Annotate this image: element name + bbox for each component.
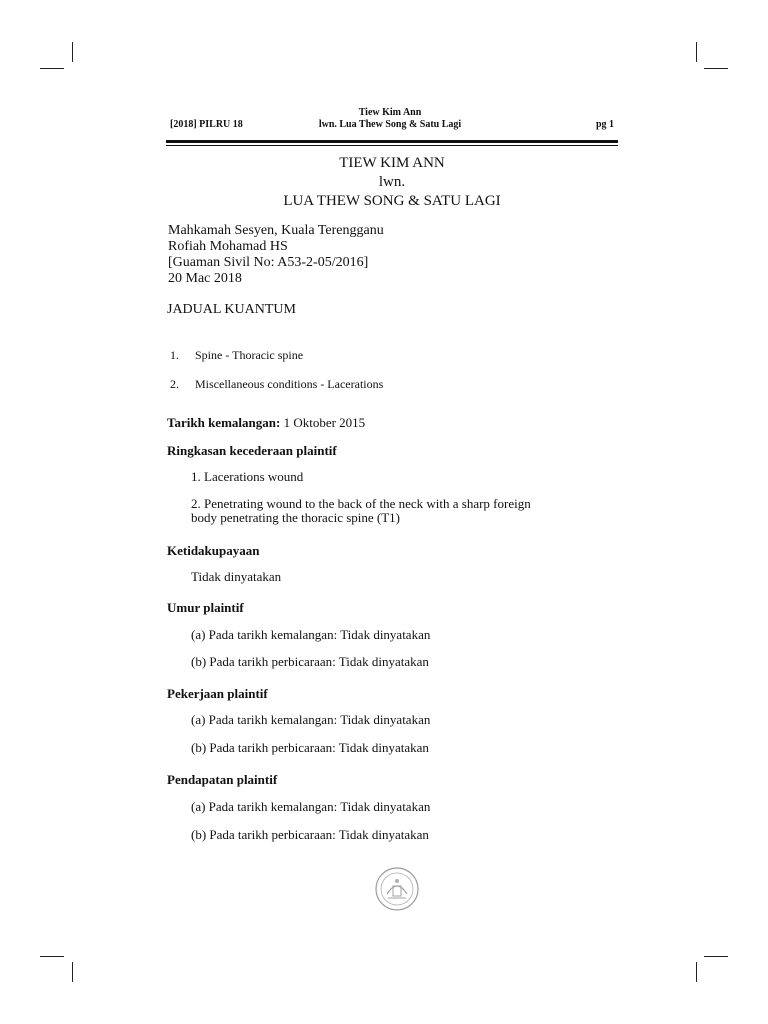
- header-rule-thick: [166, 140, 618, 143]
- header-case-title-line2: lwn. Lua Thew Song & Satu Lagi: [318, 119, 462, 130]
- header-case-title-line1: Tiew Kim Ann: [358, 107, 422, 118]
- case-title-defendant: LUA THEW SONG & SATU LAGI: [283, 193, 501, 209]
- header-citation: [2018] PILRU 18: [170, 119, 243, 130]
- court-seal-icon: [374, 866, 420, 912]
- pendapatan-b: (b) Pada tarikh perbicaraan: Tidak dinyatakan: [191, 827, 429, 842]
- header-rule-thin: [166, 145, 618, 146]
- pendapatan-a: (a) Pada tarikh kemalangan: Tidak dinyatakan: [191, 799, 431, 814]
- umur-a: (a) Pada tarikh kemalangan: Tidak dinyatakan: [191, 627, 431, 642]
- ringkasan-item-2-line2: body penetrating the thoracic spine (T1): [191, 510, 401, 525]
- jadual-item-2-text: Miscellaneous conditions - Lacerations: [195, 377, 384, 391]
- crop-mark-bottom-left-h: [40, 956, 64, 957]
- pekerjaan-b: (b) Pada tarikh perbicaraan: Tidak dinyatakan: [191, 740, 429, 755]
- case-info: [168, 223, 384, 287]
- tarikh-kemalangan-label: Tarikh kemalangan:: [167, 415, 281, 430]
- judgment-date: 20 Mac 2018: [168, 271, 242, 286]
- pekerjaan-heading: Pekerjaan plaintif: [167, 686, 268, 701]
- crop-mark-top-right-v: [696, 42, 697, 62]
- jadual-item-1-text: Spine - Thoracic spine: [195, 348, 304, 362]
- court-name: Mahkamah Sesyen, Kuala Terengganu: [168, 223, 384, 238]
- ringkasan-heading: Ringkasan kecederaan plaintif: [167, 443, 337, 458]
- case-title: [166, 154, 618, 211]
- ringkasan-item-2-line1: 2. Penetrating wound to the back of the neck with a sharp foreign: [191, 496, 531, 511]
- umur-heading: Umur plaintif: [167, 600, 244, 615]
- header-page-number: pg 1: [596, 119, 615, 130]
- crop-mark-bottom-right-v: [696, 962, 697, 982]
- crop-mark-top-left-h: [40, 68, 64, 69]
- case-title-plaintiff: TIEW KIM ANN: [339, 155, 445, 171]
- jadual-kuantum-heading: JADUAL KUANTUM: [167, 302, 296, 317]
- jadual-item-1-number: 1.: [170, 348, 179, 362]
- header-case-title: [280, 107, 500, 131]
- crop-mark-top-left-v: [72, 42, 73, 62]
- crop-mark-top-right-h: [704, 68, 728, 69]
- ketidakupayaan-value: Tidak dinyatakan: [191, 569, 282, 584]
- case-title-lwn: lwn.: [378, 174, 406, 190]
- pendapatan-heading: Pendapatan plaintif: [167, 772, 278, 787]
- ketidakupayaan-heading: Ketidakupayaan: [167, 543, 260, 558]
- ringkasan-item-2: [191, 497, 531, 525]
- case-number: [Guaman Sivil No: A53-2-05/2016]: [168, 255, 369, 270]
- judge-name: Rofiah Mohamad HS: [168, 239, 288, 254]
- pekerjaan-a: (a) Pada tarikh kemalangan: Tidak dinyatakan: [191, 712, 431, 727]
- crop-mark-bottom-left-v: [72, 962, 73, 982]
- ringkasan-item-1: 1. Lacerations wound: [191, 469, 304, 484]
- crop-mark-bottom-right-h: [704, 956, 728, 957]
- umur-b: (b) Pada tarikh perbicaraan: Tidak dinyatakan: [191, 654, 429, 669]
- tarikh-kemalangan-value: 1 Oktober 2015: [280, 415, 366, 430]
- tarikh-kemalangan: [167, 415, 365, 431]
- jadual-item-2-number: 2.: [170, 377, 179, 391]
